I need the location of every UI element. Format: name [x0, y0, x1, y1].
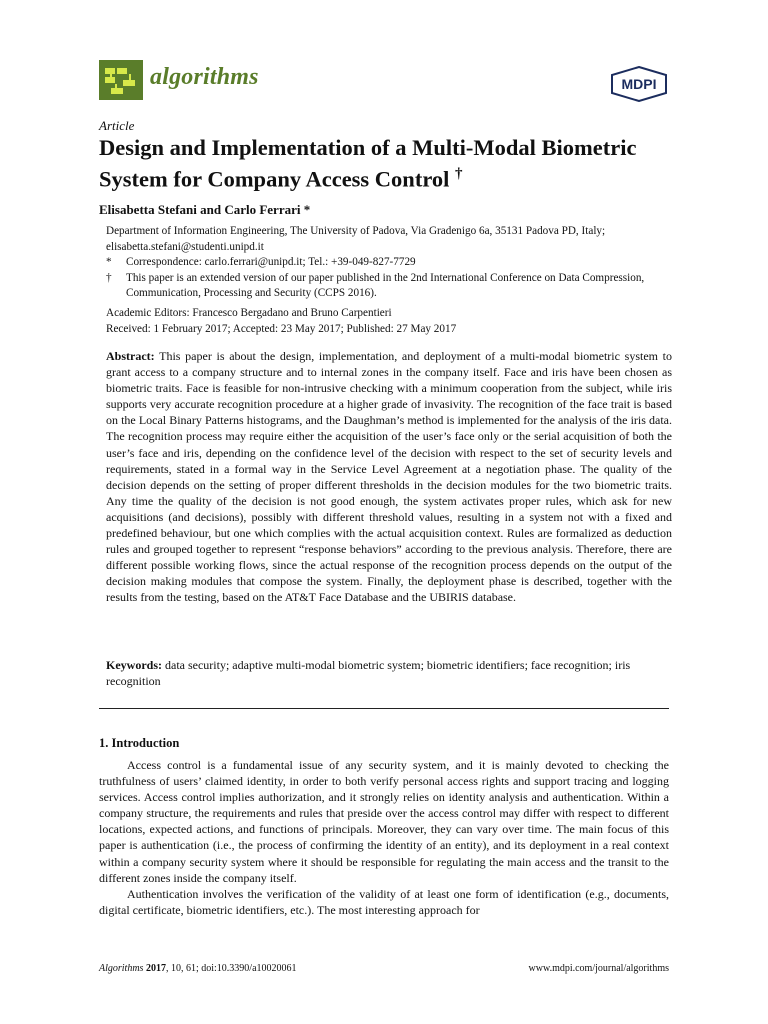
abstract-text: This paper is about the design, implementation, and deployment of a multi-modal biometric system to grant access to a company structure and to internal zones in the company itself. Face and iris have been chosen as biometric traits. Face is feasible for non-intrusive checking with a minimum cooperation from the subject, while iris supports very accurate recognition procedure at a higher grade of invasivity. The recognition of the face trait is based on the Local Binary Patterns histograms, and the Daughman’s method is implemented for the analysis of the iris data. The recognition process may require either the acquisition of the user’s face only or the serial acquisition of both the user’s face and iris, depending on the confidence level of the decision with respect to the set of security levels and requirements, stated in a formal way in the Service Level Agreement at a negotiation phase. The quality of the decision depends on the setting of proper different thresholds in the decision modules for the two biometric traits. Any time the quality of the decision is not good enough, the system activates proper rules, which ask for new acquisitions (and decisions), possibly with different threshold values, resulting in a system not with a fixed and predefined behaviour, but one which complies with the actual acquisition context. Rules are formalized as deduction rules and grouped together to represent “response behaviors” according to the previous analysis. Therefore, there are different possible working flows, since the actual response of the recognition process depends on the output of the decision making modules that compose the system. Finally, the deployment phase is described, together with the results from the testing, based on the AT&T Face Database and the UBIRIS database.	[106, 349, 672, 605]
extended-note-mark: †	[106, 271, 112, 284]
paper-title	[99, 134, 699, 193]
article-type: Article	[99, 118, 135, 133]
journal-name: algorithms	[150, 64, 259, 90]
journal-logo	[99, 60, 143, 100]
abstract	[106, 348, 672, 606]
paper-title-text: Design and Implementation of a Multi-Modal Biometric System for Company Access Control	[99, 135, 637, 192]
extended-note-row	[106, 271, 672, 302]
editorial-info	[106, 306, 672, 337]
footer-citation	[99, 963, 297, 974]
affiliation: Department of Information Engineering, The University of Padova, Via Gradenigo 6a, 35131 Padova PD, Italy; elisabetta.stefani@studenti.unipd.it	[106, 225, 606, 253]
intro-paragraph-1: Access control is a fundamental issue of any security system, and it is mainly devoted to checking the truthfulness of users’ claimed identity, in order to both verify personal access rights and support tracing and logging services. Access control implies authorization, and it strongly relies on identity analysis and authentication. Within a company structure, the requirements and rules that preside over the access control may differ with respect to different locations, expected actions, and functions of principals. Moreover, they can vary over time. The main focus of this paper is authentication (i.e., the process of confirming the identity of an entity), and its deployment in a real context within a company security system where it should be responsible for regulating the main access and the transit to the different zones inside the company itself.	[99, 758, 669, 885]
section-heading: 1. Introduction	[99, 736, 180, 750]
mdpi-logo	[610, 66, 668, 102]
footer-volume-info: , 10, 61; doi:10.3390/a10020061	[165, 963, 297, 974]
mdpi-logo-text: MDPI	[621, 76, 657, 92]
intro-paragraph-2: Authentication involves the verification of the validity of at least one form of identification (e.g., documents, digital certificate, biometric identifiers, etc.). The most interesting approach for	[99, 886, 669, 917]
footer-year: 2017	[145, 963, 166, 974]
authors: Elisabetta Stefani and Carlo Ferrari *	[99, 202, 311, 217]
affiliations	[106, 224, 672, 302]
footer-journal: Algorithms	[99, 963, 144, 974]
section-divider	[99, 708, 669, 709]
keywords-text: data security; adaptive multi-modal biometric system; biometric identifiers; face recognition; iris recognition	[106, 658, 631, 689]
correspondence-row	[106, 255, 672, 271]
correspondence-mark: *	[106, 256, 112, 268]
keywords	[106, 657, 672, 689]
extended-note: This paper is an extended version of our paper published in the 2nd International Conference on Data Compression, Communication, Processing and Security (CCPS 2016).	[126, 271, 645, 299]
title-footnote-mark: †	[455, 166, 463, 182]
journal-logo-icon	[99, 60, 143, 100]
introduction-body	[99, 757, 669, 918]
footer-url[interactable]: www.mdpi.com/journal/algorithms	[528, 963, 669, 974]
keywords-label: Keywords:	[106, 658, 162, 672]
publication-dates: Received: 1 February 2017; Accepted: 23 May 2017; Published: 27 May 2017	[106, 322, 457, 335]
abstract-label: Abstract:	[106, 349, 155, 363]
correspondence: Correspondence: carlo.ferrari@unipd.it; Tel.: +39-049-827-7729	[126, 256, 416, 268]
mdpi-logo-icon	[610, 66, 668, 102]
academic-editors: Academic Editors: Francesco Bergadano and Bruno Carpentieri	[106, 307, 392, 319]
